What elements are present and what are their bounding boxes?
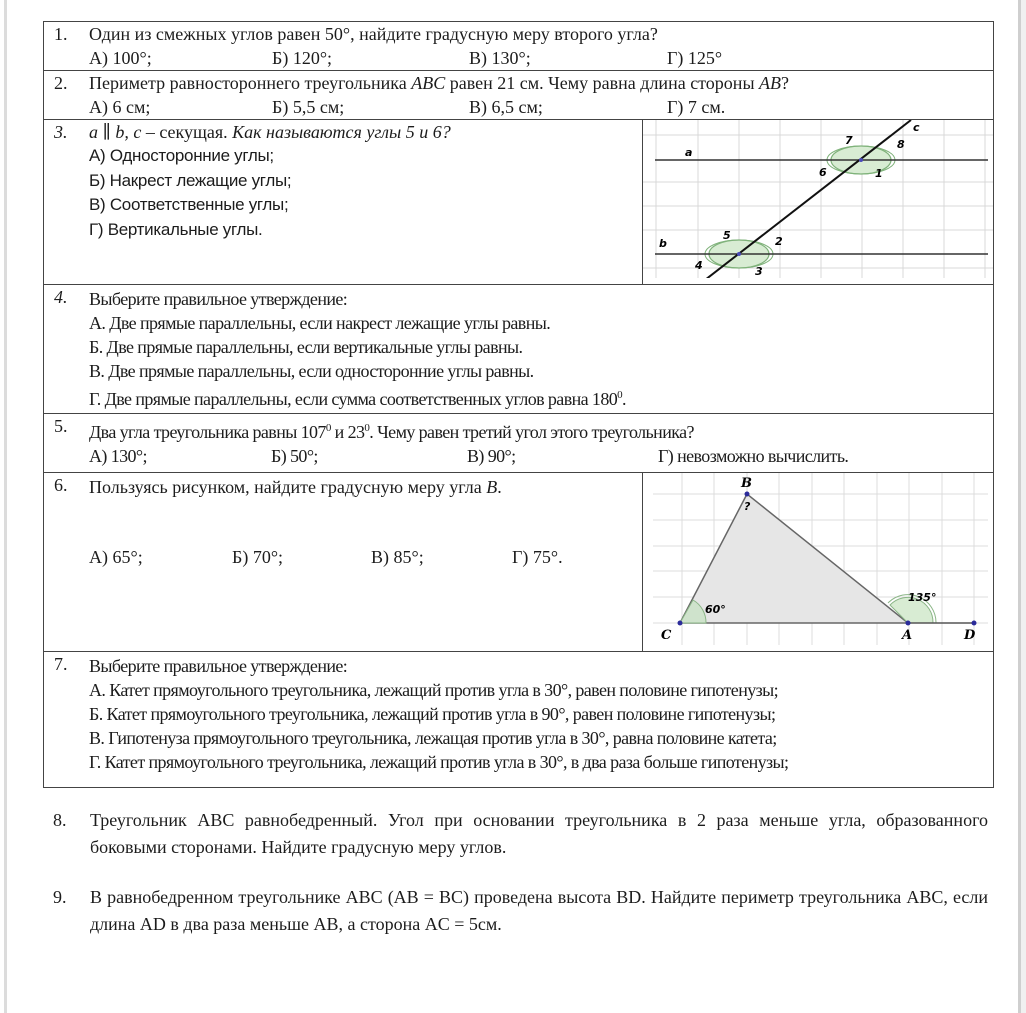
option-d[interactable]: Г. Катет прямоугольного треугольника, лежащий против угла в 30°, в два раза больше гипотенузы; bbox=[89, 752, 789, 772]
question-text: Выберите правильное утверждение: bbox=[89, 656, 348, 676]
intersection-point bbox=[737, 252, 741, 256]
statement-list bbox=[89, 311, 993, 411]
option-a[interactable]: А) 65°; bbox=[89, 547, 143, 567]
text-part: равен 21 см. Чему равна длина стороны bbox=[445, 73, 760, 93]
question-9 bbox=[53, 884, 988, 938]
angle-label-6: 6 bbox=[819, 166, 827, 179]
option-d[interactable]: Г) Вертикальные углы. bbox=[89, 219, 263, 239]
option-b[interactable]: Б) 50°; bbox=[271, 446, 318, 466]
option-d[interactable]: Г) 75°. bbox=[512, 547, 563, 567]
question-text: Один из смежных углов равен 50°, найдите градусную меру второго угла? bbox=[89, 24, 658, 44]
option-a[interactable]: А) 130°; bbox=[89, 446, 147, 466]
question-number: 5. bbox=[54, 416, 68, 436]
math-lines: a ∥ b, c bbox=[89, 122, 142, 142]
answer-options bbox=[89, 46, 993, 70]
question-number: 8. bbox=[53, 810, 67, 830]
parallel-lines-diagram bbox=[643, 120, 993, 278]
question-3-row bbox=[44, 120, 994, 285]
option-d[interactable]: Г) 125° bbox=[667, 48, 723, 68]
point-a bbox=[906, 621, 911, 626]
angle-label-2: 2 bbox=[775, 235, 783, 248]
question-number: 4. bbox=[54, 287, 68, 307]
option-b[interactable]: Б) 5,5 см; bbox=[272, 97, 345, 117]
question-number: 7. bbox=[54, 654, 68, 674]
point-b bbox=[745, 492, 750, 497]
question-6-row bbox=[44, 473, 994, 652]
option-c[interactable]: В) Соответственные углы; bbox=[89, 195, 289, 214]
text-part: . bbox=[622, 389, 626, 409]
page-left-edge bbox=[4, 0, 7, 1013]
option-c[interactable]: В) 90°; bbox=[467, 446, 516, 466]
question-2-row bbox=[44, 71, 994, 120]
label-a: A bbox=[902, 628, 913, 643]
question-text bbox=[89, 416, 993, 444]
question-number: 9. bbox=[53, 887, 67, 907]
option-c[interactable]: В) 85°; bbox=[371, 547, 424, 567]
angle-c-label: 60° bbox=[705, 603, 726, 616]
option-a[interactable]: А) 6 см; bbox=[89, 97, 151, 117]
option-d[interactable] bbox=[89, 383, 993, 411]
question-number: 6. bbox=[54, 475, 68, 495]
answer-options bbox=[89, 444, 993, 468]
option-c[interactable]: В. Две прямые параллельны, если односторонние углы равны. bbox=[89, 361, 534, 381]
question-text bbox=[89, 120, 642, 144]
option-b[interactable]: Б) 120°; bbox=[272, 48, 333, 68]
question-text: В равнобедренном треугольнике ABC (AB = BC) проведена высота BD. Найдите периметр треугольника ABC, если длина AD в два раза меньше AB, а сторона AC = 5см. bbox=[90, 887, 988, 934]
math-ab: AB bbox=[759, 73, 782, 93]
text-part: Пользуясь рисунком, найдите градусную меру угла bbox=[89, 477, 487, 497]
option-c[interactable]: В) 130°; bbox=[469, 48, 531, 68]
option-a[interactable]: А) Односторонние углы; bbox=[89, 146, 274, 165]
degree-superscript: 0 bbox=[364, 422, 370, 434]
parallel-lines-figure bbox=[643, 120, 994, 285]
option-d[interactable]: Г) невозможно вычислить. bbox=[658, 446, 849, 466]
point-d bbox=[972, 621, 977, 626]
question-8 bbox=[53, 807, 988, 861]
text-part: ? bbox=[781, 73, 790, 93]
page-right-margin bbox=[1021, 0, 1026, 1013]
point-c bbox=[678, 621, 683, 626]
text-part: . Чему равен третий угол этого треугольника? bbox=[369, 422, 694, 442]
option-b[interactable]: Б) Накрест лежащие углы; bbox=[89, 170, 292, 190]
angle-label-7: 7 bbox=[845, 134, 853, 147]
option-a[interactable]: А. Катет прямоугольного треугольника, лежащий против угла в 30°, равен половине гипотенузы; bbox=[89, 680, 779, 700]
question-number: 1. bbox=[54, 24, 68, 44]
degree-superscript: 0 bbox=[617, 389, 623, 401]
text-part: . bbox=[497, 477, 502, 497]
quiz-table bbox=[43, 21, 994, 788]
answer-options bbox=[89, 545, 642, 569]
label-d: D bbox=[964, 628, 976, 643]
question-5-row bbox=[44, 414, 994, 473]
intersection-point bbox=[859, 158, 863, 162]
option-b[interactable]: Б. Две прямые параллельны, если вертикальные углы равны. bbox=[89, 337, 523, 357]
answer-options bbox=[89, 95, 993, 119]
option-a[interactable]: А. Две прямые параллельны, если накрест лежащие углы равны. bbox=[89, 313, 551, 333]
label-a: a bbox=[685, 146, 693, 159]
math-abc: ABC bbox=[411, 73, 446, 93]
label-b: b bbox=[659, 237, 667, 250]
question-text bbox=[89, 71, 993, 95]
question-1-row bbox=[44, 22, 994, 71]
option-a[interactable]: А) 100°; bbox=[89, 48, 152, 68]
text-part: и 23 bbox=[330, 422, 365, 442]
label-b: B bbox=[741, 476, 752, 491]
option-b[interactable]: Б. Катет прямоугольного треугольника, лежащий против угла в 90°, равен половине гипотенузы; bbox=[89, 704, 776, 724]
angle-label-4: 4 bbox=[695, 259, 703, 272]
angle-label-1: 1 bbox=[875, 167, 883, 180]
question-italic: Как называются углы 5 и 6? bbox=[232, 122, 451, 142]
question-number: 2. bbox=[54, 73, 68, 93]
triangle-figure bbox=[643, 473, 994, 652]
angle-a-exterior-label: 135° bbox=[908, 591, 937, 604]
option-c[interactable]: В. Гипотенуза прямоугольного треугольника, лежащая против угла в 30°, равна половине катета; bbox=[89, 728, 777, 748]
label-c: C bbox=[661, 628, 672, 643]
triangle-diagram bbox=[643, 473, 993, 645]
text-part: – секущая. bbox=[141, 122, 233, 142]
text-part: Периметр равностороннего треугольника bbox=[89, 73, 412, 93]
option-c[interactable]: В) 6,5 см; bbox=[469, 97, 543, 117]
degree-superscript: 0 bbox=[325, 422, 331, 434]
question-7-row bbox=[44, 652, 994, 788]
unknown-angle-label: ? bbox=[744, 500, 751, 513]
option-d[interactable]: Г) 7 см. bbox=[667, 97, 726, 117]
question-4-row bbox=[44, 285, 994, 414]
label-c: c bbox=[913, 121, 920, 134]
angle-label-8: 8 bbox=[897, 138, 905, 151]
math-b: B bbox=[486, 477, 498, 497]
question-text: Треугольник ABC равнобедренный. Угол при основании треугольника в 2 раза меньше угла, образованного боковыми сторонами. Найдите градусную меру углов. bbox=[90, 810, 988, 857]
question-number: 3. bbox=[54, 122, 68, 142]
question-text: Выберите правильное утверждение: bbox=[89, 289, 348, 309]
option-b[interactable]: Б) 70°; bbox=[232, 547, 284, 567]
angle-label-5: 5 bbox=[723, 229, 731, 242]
question-text bbox=[89, 475, 642, 499]
angle-label-3: 3 bbox=[755, 265, 763, 278]
text-part: Два угла треугольника равны 107 bbox=[89, 422, 326, 442]
text-part: Г. Две прямые параллельны, если сумма соответственных углов равна 180 bbox=[89, 389, 618, 409]
